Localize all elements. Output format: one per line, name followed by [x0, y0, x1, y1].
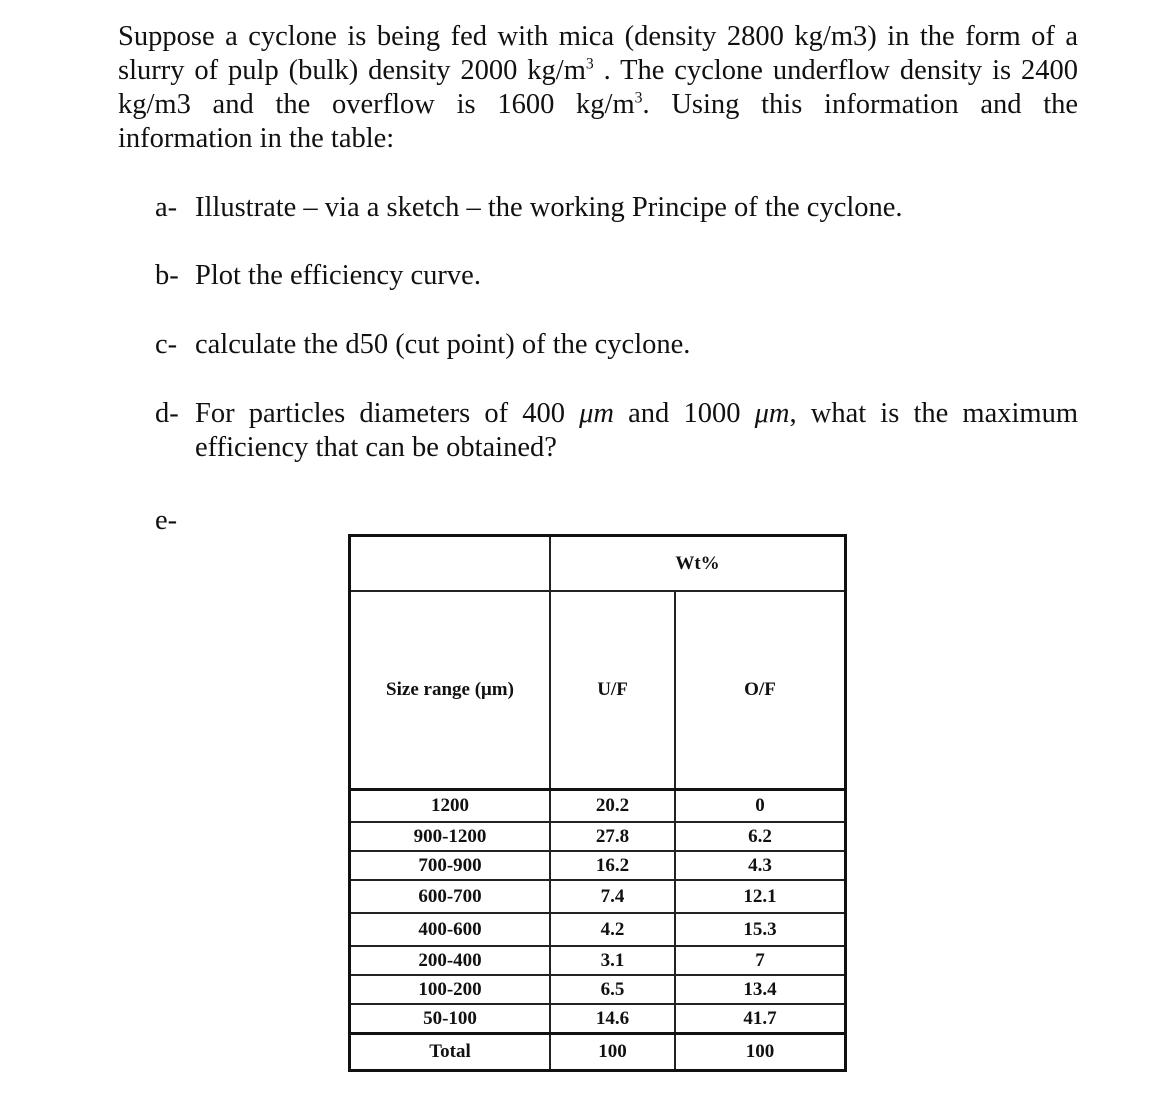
text-part: and 1000 [614, 398, 755, 429]
question-text: calculate the d50 (cut point) of the cyclone. [195, 329, 691, 360]
table-row [350, 1004, 846, 1034]
size-cell: 50-100 [350, 1004, 551, 1034]
superscript: 3 [634, 89, 643, 107]
of-cell: 41.7 [675, 1004, 846, 1034]
table-header-row [350, 536, 846, 592]
uf-cell: 14.6 [550, 1004, 675, 1034]
of-cell: 15.3 [675, 913, 846, 946]
of-cell: 7 [675, 946, 846, 975]
table-row [350, 913, 846, 946]
problem-statement [118, 20, 1078, 156]
of-total: 100 [675, 1034, 846, 1071]
empty-header-cell [350, 536, 551, 592]
total-label: Total [350, 1034, 551, 1071]
table-column-headers [350, 591, 846, 790]
of-cell: 0 [675, 790, 846, 823]
underflow-header: U/F [550, 591, 675, 790]
table-row [350, 851, 846, 880]
intro-line-2-text: slurry of pulp (bulk) density 2000 kg/m [118, 55, 586, 86]
unit-micrometer: μm [754, 398, 790, 429]
intro-line-3-tail: . Using this information and the [642, 89, 1079, 120]
uf-cell: 3.1 [550, 946, 675, 975]
uf-cell: 6.5 [550, 975, 675, 1004]
intro-line-2-tail: . The cyclone underflow density is 2400 [593, 55, 1078, 86]
table-row [350, 880, 846, 913]
text-part: , what is the maximum [789, 398, 1078, 429]
unit-micrometer: μm [579, 398, 615, 429]
table-row [350, 790, 846, 823]
table-row [350, 975, 846, 1004]
of-cell: 13.4 [675, 975, 846, 1004]
size-cell: 400-600 [350, 913, 551, 946]
question-text: Plot the efficiency curve. [195, 260, 481, 291]
uf-cell: 20.2 [550, 790, 675, 823]
question-letter: c- [155, 329, 178, 360]
question-letter: e- [155, 505, 178, 536]
size-cell: 600-700 [350, 880, 551, 913]
size-cell: 200-400 [350, 946, 551, 975]
size-cell: 700-900 [350, 851, 551, 880]
intro-line-3 [118, 88, 1078, 122]
size-cell: 900-1200 [350, 822, 551, 851]
of-cell: 12.1 [675, 880, 846, 913]
question-text: Illustrate – via a sketch – the working Principe of the cyclone. [195, 192, 903, 223]
question-letter: a- [155, 192, 178, 223]
uf-cell: 4.2 [550, 913, 675, 946]
size-cell: 100-200 [350, 975, 551, 1004]
intro-line-3-text: kg/m3 and the overflow is 1600 kg/m [118, 89, 635, 120]
table-total-row [350, 1034, 846, 1071]
intro-line-1: Suppose a cyclone is being fed with mica (density 2800 kg/m3) in the form of a [118, 21, 1078, 52]
size-range-header: Size range (μm) [350, 591, 551, 790]
question-d-line-1 [195, 397, 1078, 431]
question-d-line-2: efficiency that can be obtained? [195, 432, 557, 463]
question-letter: b- [155, 260, 179, 291]
uf-total: 100 [550, 1034, 675, 1071]
overflow-header: O/F [675, 591, 846, 790]
superscript: 3 [585, 55, 594, 73]
size-distribution-table [348, 534, 847, 1072]
table-row [350, 946, 846, 975]
intro-line-2 [118, 54, 1078, 88]
question-letter: d- [155, 398, 179, 429]
uf-cell: 7.4 [550, 880, 675, 913]
table-row [350, 822, 846, 851]
of-cell: 4.3 [675, 851, 846, 880]
text-part: For particles diameters of 400 [195, 398, 580, 429]
intro-line-4: information in the table: [118, 123, 395, 154]
question-text [195, 397, 1078, 465]
of-cell: 6.2 [675, 822, 846, 851]
wt-percent-header: Wt% [550, 536, 846, 592]
size-cell: 1200 [350, 790, 551, 823]
uf-cell: 16.2 [550, 851, 675, 880]
uf-cell: 27.8 [550, 822, 675, 851]
